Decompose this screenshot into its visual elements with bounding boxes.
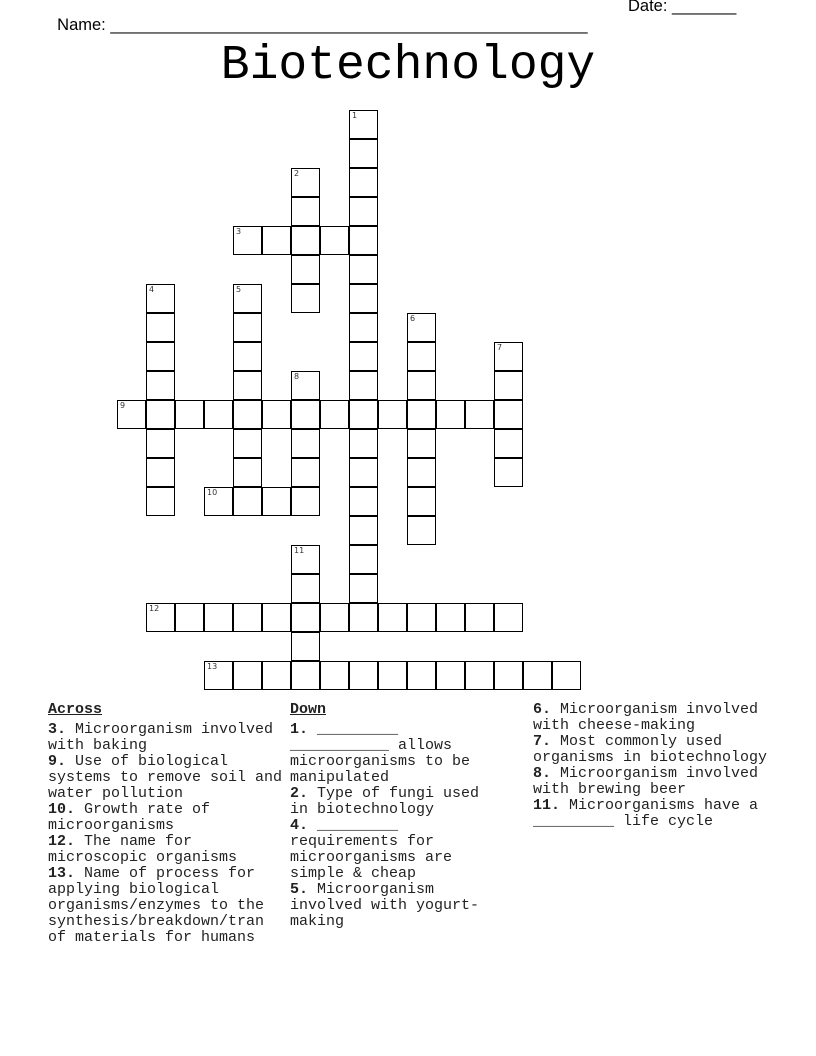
crossword-cell[interactable] bbox=[349, 197, 378, 226]
crossword-cell[interactable] bbox=[349, 661, 378, 690]
crossword-cell[interactable] bbox=[349, 400, 378, 429]
clue-item bbox=[290, 818, 502, 882]
cell-number: 9 bbox=[120, 401, 126, 410]
clue-number: 12. bbox=[48, 833, 76, 850]
clue-number: 8. bbox=[533, 765, 552, 782]
crossword-cell[interactable] bbox=[407, 661, 436, 690]
cell-number: 7 bbox=[497, 343, 503, 352]
crossword-cell[interactable] bbox=[349, 139, 378, 168]
crossword-cell[interactable] bbox=[407, 458, 436, 487]
down-clue-list-continued bbox=[533, 702, 768, 830]
clue-number: 3. bbox=[48, 721, 67, 738]
crossword-cell[interactable] bbox=[291, 661, 320, 690]
clue-number: 2. bbox=[290, 785, 309, 802]
down-clue-list bbox=[290, 722, 502, 930]
cell-number: 2 bbox=[294, 169, 300, 178]
cell-number: 3 bbox=[236, 227, 242, 236]
crossword-cell[interactable] bbox=[494, 371, 523, 400]
down-clues-continued bbox=[533, 702, 768, 830]
crossword-cell[interactable] bbox=[204, 487, 233, 516]
crossword-cell[interactable] bbox=[378, 603, 407, 632]
crossword-cell[interactable] bbox=[146, 342, 175, 371]
clue-text: Use of biological systems to remove soil and water pollution bbox=[48, 753, 283, 802]
across-clues bbox=[48, 702, 286, 946]
crossword-cell[interactable] bbox=[465, 603, 494, 632]
clue-text: Microorganism involved with yogurt-making bbox=[290, 881, 480, 930]
clue-number: 13. bbox=[48, 865, 76, 882]
crossword-cell[interactable] bbox=[146, 400, 175, 429]
cell-number: 8 bbox=[294, 372, 300, 381]
crossword-cell[interactable] bbox=[436, 661, 465, 690]
clue-item bbox=[533, 766, 768, 798]
clue-number: 10. bbox=[48, 801, 76, 818]
crossword-cell[interactable] bbox=[552, 661, 581, 690]
clue-item bbox=[48, 754, 286, 802]
clue-text: The name for microscopic organisms bbox=[48, 833, 238, 866]
down-heading: Down bbox=[290, 701, 327, 718]
crossword-cell[interactable] bbox=[233, 226, 262, 255]
crossword-cell[interactable] bbox=[262, 226, 291, 255]
crossword-cell[interactable] bbox=[233, 313, 262, 342]
crossword-cell[interactable] bbox=[233, 603, 262, 632]
clue-number: 5. bbox=[290, 881, 309, 898]
crossword-cell[interactable] bbox=[233, 284, 262, 313]
crossword-cell[interactable] bbox=[291, 603, 320, 632]
cell-number: 5 bbox=[236, 285, 242, 294]
crossword-cell[interactable] bbox=[494, 661, 523, 690]
crossword-cell[interactable] bbox=[146, 313, 175, 342]
crossword-cell[interactable] bbox=[146, 487, 175, 516]
cell-number: 6 bbox=[410, 314, 416, 323]
page-title: Biotechnology bbox=[220, 39, 596, 93]
crossword-cell[interactable] bbox=[291, 226, 320, 255]
clue-number: 4. bbox=[290, 817, 309, 834]
clue-text: Microorganisms have a _________ life cycle bbox=[533, 797, 759, 830]
clue-item bbox=[48, 722, 286, 754]
crossword-cell[interactable] bbox=[291, 400, 320, 429]
across-heading: Across bbox=[48, 701, 103, 718]
crossword-cell[interactable] bbox=[262, 603, 291, 632]
crossword-cell[interactable] bbox=[117, 400, 146, 429]
crossword-cell[interactable] bbox=[349, 487, 378, 516]
crossword-cell[interactable] bbox=[262, 661, 291, 690]
crossword-cell[interactable] bbox=[407, 371, 436, 400]
down-clues bbox=[290, 702, 502, 930]
crossword-cell[interactable] bbox=[233, 458, 262, 487]
crossword-cell[interactable] bbox=[407, 516, 436, 545]
crossword-cell[interactable] bbox=[233, 429, 262, 458]
cell-number: 1 bbox=[352, 111, 358, 120]
crossword-cell[interactable] bbox=[523, 661, 552, 690]
clue-item bbox=[48, 866, 286, 946]
clue-item bbox=[48, 802, 286, 834]
clue-text: Growth rate of microorganisms bbox=[48, 801, 211, 834]
crossword-cell[interactable] bbox=[349, 574, 378, 603]
crossword-cell[interactable] bbox=[291, 284, 320, 313]
clue-item bbox=[290, 786, 502, 818]
crossword-cell[interactable] bbox=[378, 400, 407, 429]
crossword-cell[interactable] bbox=[465, 400, 494, 429]
crossword-cell[interactable] bbox=[349, 458, 378, 487]
crossword-cell[interactable] bbox=[291, 574, 320, 603]
crossword-cell[interactable] bbox=[320, 603, 349, 632]
crossword-cell[interactable] bbox=[175, 400, 204, 429]
crossword-cell[interactable] bbox=[146, 371, 175, 400]
crossword-cell[interactable] bbox=[262, 487, 291, 516]
crossword-cell[interactable] bbox=[407, 400, 436, 429]
crossword-cell[interactable] bbox=[262, 400, 291, 429]
crossword-cell[interactable] bbox=[349, 168, 378, 197]
crossword-cell[interactable] bbox=[204, 400, 233, 429]
crossword-cell[interactable] bbox=[291, 371, 320, 400]
crossword-cell[interactable] bbox=[146, 458, 175, 487]
crossword-cell[interactable] bbox=[407, 603, 436, 632]
crossword-cell[interactable] bbox=[349, 255, 378, 284]
crossword-cell[interactable] bbox=[349, 603, 378, 632]
crossword-cell[interactable] bbox=[407, 342, 436, 371]
crossword-cell[interactable] bbox=[233, 661, 262, 690]
across-clue-list bbox=[48, 722, 286, 946]
crossword-cell[interactable] bbox=[349, 342, 378, 371]
clue-number: 1. bbox=[290, 721, 309, 738]
crossword-cell[interactable] bbox=[436, 603, 465, 632]
clue-text: Name of process for applying biological organisms/enzymes to the synthesis/breakdown/tran of materials for humans bbox=[48, 865, 265, 946]
cell-number: 13 bbox=[207, 662, 218, 671]
crossword-cell[interactable] bbox=[291, 168, 320, 197]
crossword-cell[interactable] bbox=[407, 487, 436, 516]
clue-text: Most commonly used organisms in biotechnology bbox=[533, 733, 768, 766]
crossword-cell[interactable] bbox=[291, 197, 320, 226]
date-field[interactable]: Date: _______ bbox=[628, 0, 737, 15]
crossword-cell[interactable] bbox=[146, 284, 175, 313]
clue-item bbox=[533, 734, 768, 766]
crossword-cell[interactable] bbox=[233, 400, 262, 429]
clue-number: 6. bbox=[533, 701, 552, 718]
crossword-cell[interactable] bbox=[291, 429, 320, 458]
crossword-cell[interactable] bbox=[349, 516, 378, 545]
crossword-cell[interactable] bbox=[320, 400, 349, 429]
crossword-cell[interactable] bbox=[233, 342, 262, 371]
crossword-cell[interactable] bbox=[146, 603, 175, 632]
crossword-cell[interactable] bbox=[349, 371, 378, 400]
crossword-cell[interactable] bbox=[349, 110, 378, 139]
cell-number: 10 bbox=[207, 488, 218, 497]
crossword-cell[interactable] bbox=[349, 545, 378, 574]
crossword-cell[interactable] bbox=[175, 603, 204, 632]
crossword-cell[interactable] bbox=[204, 661, 233, 690]
clue-text: Microorganism involved with baking bbox=[48, 721, 274, 754]
clue-number: 9. bbox=[48, 753, 67, 770]
crossword-cell[interactable] bbox=[291, 545, 320, 574]
crossword-cell[interactable] bbox=[407, 429, 436, 458]
crossword-cell[interactable] bbox=[349, 313, 378, 342]
clue-text: Type of fungi used in biotechnology bbox=[290, 785, 480, 818]
crossword-cell[interactable] bbox=[291, 255, 320, 284]
clue-item bbox=[48, 834, 286, 866]
crossword-cell[interactable] bbox=[233, 371, 262, 400]
crossword-cell[interactable] bbox=[349, 284, 378, 313]
crossword-cell[interactable] bbox=[494, 603, 523, 632]
crossword-cell[interactable] bbox=[407, 313, 436, 342]
clue-text: _________ requirements for microorganisms are simple & cheap bbox=[290, 817, 453, 882]
crossword-cell[interactable] bbox=[494, 458, 523, 487]
crossword-cell[interactable] bbox=[291, 458, 320, 487]
crossword-cell[interactable] bbox=[320, 226, 349, 255]
clue-item bbox=[290, 882, 502, 930]
crossword-cell[interactable] bbox=[291, 487, 320, 516]
cell-number: 11 bbox=[294, 546, 305, 555]
clue-item bbox=[533, 798, 768, 830]
crossword-cell[interactable] bbox=[233, 487, 262, 516]
crossword-cell[interactable] bbox=[494, 429, 523, 458]
cell-number: 12 bbox=[149, 604, 160, 613]
clue-text: Microorganism involved with cheese-making bbox=[533, 701, 759, 734]
crossword-cell[interactable] bbox=[291, 632, 320, 661]
clue-number: 11. bbox=[533, 797, 561, 814]
crossword-cell[interactable] bbox=[349, 429, 378, 458]
clue-text: _________ ___________ allows microorganisms to be manipulated bbox=[290, 721, 471, 786]
crossword-cell[interactable] bbox=[494, 400, 523, 429]
crossword-cell[interactable] bbox=[465, 661, 494, 690]
clue-item bbox=[290, 722, 502, 786]
clue-item bbox=[533, 702, 768, 734]
crossword-cell[interactable] bbox=[349, 226, 378, 255]
clue-text: Microorganism involved with brewing beer bbox=[533, 765, 759, 798]
crossword-cell[interactable] bbox=[494, 342, 523, 371]
crossword-cell[interactable] bbox=[320, 661, 349, 690]
cell-number: 4 bbox=[149, 285, 155, 294]
clue-number: 7. bbox=[533, 733, 552, 750]
crossword-cell[interactable] bbox=[146, 429, 175, 458]
crossword-cell[interactable] bbox=[436, 400, 465, 429]
name-field[interactable]: Name: ____________________________________________________ bbox=[57, 16, 588, 34]
crossword-cell[interactable] bbox=[204, 603, 233, 632]
crossword-cell[interactable] bbox=[378, 661, 407, 690]
